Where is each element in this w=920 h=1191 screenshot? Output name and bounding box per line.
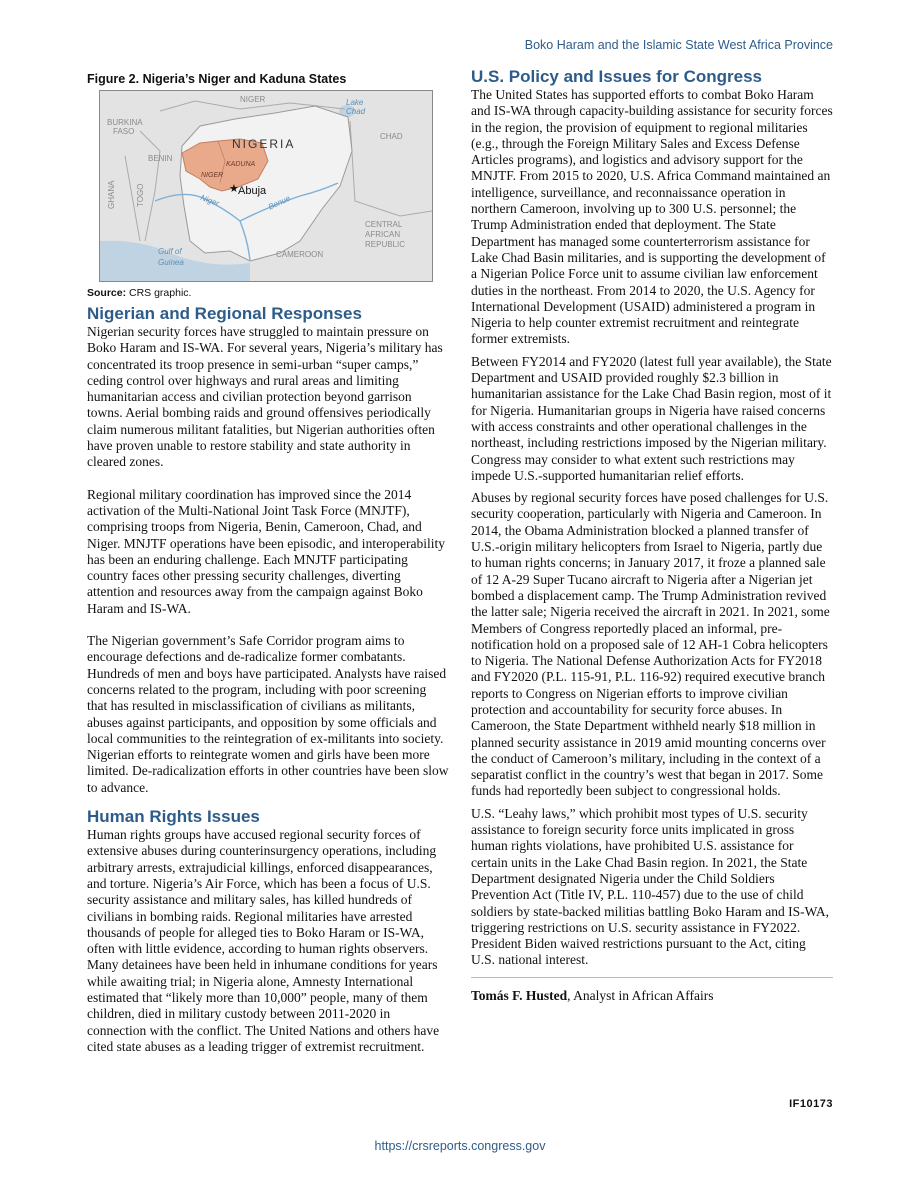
label-lake-chad-2: Chad <box>346 107 366 116</box>
paragraph-policy-1: The United States has supported efforts to combat Boko Haram and IS-WA through capacity-building assistance for security forces in the region, the provision of equipment to regional militaries (e.g., through the Foreign Military Sales and Excess Defense Articles programs), and logistics and advisory support for the MNJTF. From 2015 to 2020, U.S. Africa Command maintained an intelligence, surveillance, and reconnaissance operation in northern Cameroon, involving up to 300 U.S. personnel; the Trump Administration ended that deployment. The State Department has managed some counterterrorism assistance for Lake Chad Basin militaries, and is supporting the development of a Nigerian Police Force unit to assume civilian law enforcement duties in the northeast. From 2014 to 2020, the U.S. Agency for International Development (USAID) administered a program in Nigeria to help counter extremist recruitment and reintegrate former extremists. <box>471 87 833 347</box>
paragraph-policy-2: Between FY2014 and FY2020 (latest full year available), the State Department and USAID provided roughly $2.3 billion in humanitarian assistance for the Lake Chad Basin region, most of it for Nigeria. Humanitarian groups in Nigeria have raised concerns with access constraints and other operational challenges in the northeast, including restrictions imposed by the Nigerian military. Congress may consider to what extent such restrictions may impede U.S.-supported humanitarian relief efforts. <box>471 353 832 483</box>
label-benin: BENIN <box>148 154 173 163</box>
right-column <box>471 64 833 1004</box>
paragraph-human-rights: Human rights groups have accused regional security forces of extensive abuses during counterinsurgency operations, including arbitrary arrests, extrajudicial killings, enforced disappearances, and torture. Nigeria’s Air Force, which has been a focus of U.S. security assistance and military sales, has killed hundreds of civilians in bombing raids. Regional militaries have arrested thousands of people for alleged ties to Boko Haram or IS-WA, often with little evidence, according to human rights observers. Many detainees have been held in inhumane conditions for years while awaiting trial; in Nigeria alone, Amnesty International estimated that “likely more than 10,000” people, many of them children, died in military custody between 2011-2020 in connection with the conflict. The United Nations and others have cited state abuses as a leading trigger of extremist recruitment. <box>87 827 440 1054</box>
label-car-1: CENTRAL <box>365 220 403 229</box>
label-niger-state: NIGER <box>201 172 224 179</box>
label-lake-chad-1: Lake <box>346 98 364 107</box>
figure-title: Figure 2. Nigeria’s Niger and Kaduna States <box>87 72 347 86</box>
abuja-star-icon: ★ <box>229 183 239 195</box>
paragraph-responses-3: The Nigerian government’s Safe Corridor program aims to encourage defections and de-radicalize former combatants. Hundreds of men and boys have participated. Analysts have raised concerns related to the program, including with poor screening that has resulted in misclassification of civilians as militants, abuses against participants, and opposition by some officials and local communities to the reintegration of ex-militants into society. Nigerian efforts to reintegrate women and girls have been more limited. De-radicalization efforts in other countries have been slow to advance. <box>87 633 449 795</box>
label-abuja: Abuja <box>238 185 267 197</box>
paragraph-policy-3: Abuses by regional security forces have posed challenges for U.S. security cooperation, particularly with Nigeria and Cameroon. In 2014, the Obama Administration blocked a planned transfer of U.S.-origin military helicopters from Israel to Nigeria, partly due to human rights concerns; in January 2017, it froze a planned sale of 12 A-29 Super Tucano aircraft to Nigeria after a Nigerian jet bombed a displacement camp. The Trump Administration revived the latter sale; Nigeria received the aircraft in 2021. In 2021, some Members of Congress reportedly placed an informal, pre-notification hold on a proposed sale of 12 AH-1 Cobra helicopters to Nigeria. The National Defense Authorization Acts for FY2018 and FY2020 (P.L. 115-91, P.L. 116-92) required executive branch reports to Congress on Nigerian efforts to improve civilian protection and accountability for security force abuses. In Cameroon, the State Department withheld nearly $18 million in planned security assistance in 2019 amid mounting concerns over the conduct of Cameroon’s military, including in the context of a separatist conflict in the country’s west that began in 2017. Some funds had reportedly been subject to congressional holds. <box>471 490 830 799</box>
author-divider <box>471 977 833 978</box>
paragraph-responses-1: Nigerian security forces have struggled to maintain pressure on Boko Haram and IS-WA. For several years, Nigeria’s military has concentrated its troop presence in semi-urban “super camps,” ceding control over highways and rural areas and limiting humanitarian access and civilian protection beyond garrison towns. Aerial bombing raids and ground offensives periodically claim numerous militant fatalities, but Nigerian authorities often have proven unable to restore stability and state authority in cleared zones. <box>87 324 443 470</box>
footer-url-link[interactable]: https://crsreports.congress.gov <box>374 1139 546 1153</box>
label-nigeria: NIGERIA <box>232 137 296 151</box>
source-text: CRS graphic. <box>126 287 192 299</box>
label-car-2: AFRICAN <box>365 230 401 239</box>
heading-nigerian-regional-responses: Nigerian and Regional Responses <box>87 304 362 323</box>
label-togo: TOGO <box>136 183 145 207</box>
label-niger-river: Niger <box>199 193 221 209</box>
heading-us-policy: U.S. Policy and Issues for Congress <box>471 67 762 86</box>
document-id: IF10173 <box>789 1098 833 1110</box>
heading-human-rights: Human Rights Issues <box>87 807 260 827</box>
author-name: Tomás F. Husted <box>471 987 568 1003</box>
left-column <box>87 64 449 1055</box>
label-chad: CHAD <box>380 132 403 141</box>
label-kaduna: KADUNA <box>226 161 256 168</box>
paragraph-responses-2: Regional military coordination has improved since the 2014 activation of the Multi-National Joint Task Force (MNJTF), comprising troops from Nigeria, Benin, Cameroon, Chad, and Niger. MNJTF operations have been episodic, and interoperability has been an enduring challenge. Each MNJTF participating country faces other pressing security challenges, diverting attention and resources away from the campaign against Boko Haram and IS-WA. <box>87 486 446 616</box>
label-niger-country: NIGER <box>240 95 266 104</box>
label-car-3: REPUBLIC <box>365 240 406 249</box>
figure-source <box>87 287 449 299</box>
label-burkina-2: FASO <box>113 127 135 136</box>
author-title: , Analyst in African Affairs <box>567 987 714 1003</box>
label-gulf-1: Gulf of <box>158 247 182 256</box>
label-ghana: GHANA <box>107 180 116 209</box>
source-label: Source: <box>87 287 127 299</box>
nigeria-map <box>99 90 433 282</box>
author-line <box>471 988 833 1004</box>
running-header: Boko Haram and the Islamic State West Africa Province <box>524 38 833 52</box>
label-burkina-1: BURKINA <box>107 118 143 127</box>
paragraph-policy-4: U.S. “Leahy laws,” which prohibit most types of U.S. security assistance to foreign security force units implicated in gross human rights violations, have prohibited U.S. assistance for certain units in the Lake Chad Basin region. In 2021, the State Department designated Nigeria under the Child Soldiers Prevention Act (Title IV, P.L. 110-457) due to the use of child soldiers by state-backed militias battling Boko Haram and IS-WA, triggering restrictions on U.S. security assistance in FY2022. President Biden waived restrictions pursuant to the Act, citing U.S. national interest. <box>471 805 830 968</box>
label-cameroon: CAMEROON <box>276 250 324 259</box>
label-benue-river: Benue <box>266 193 292 212</box>
label-gulf-2: Guinea <box>158 258 184 267</box>
